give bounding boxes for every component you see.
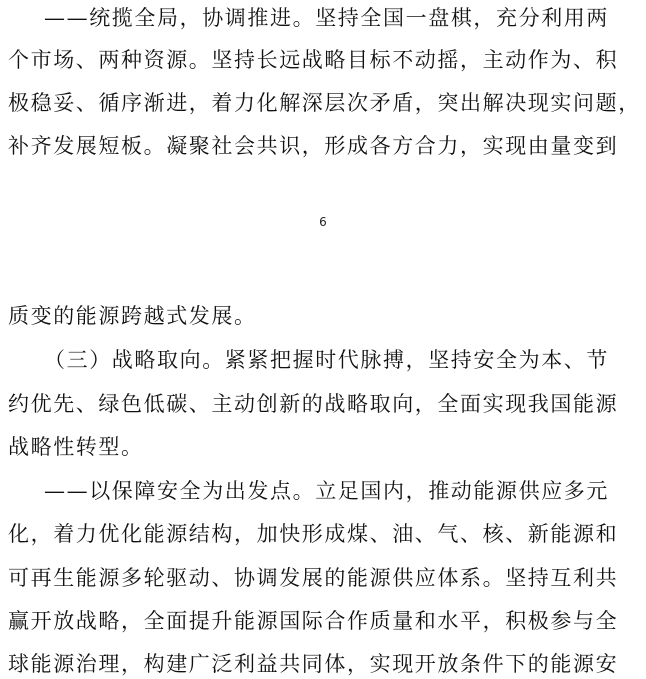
- page-number: 6: [319, 215, 327, 229]
- text-line: 质变的能源跨越式发展。: [8, 304, 257, 328]
- text-line: 化，着力优化能源结构，加快形成煤、油、气、核、新能源和: [8, 522, 619, 546]
- text-line: 补齐发展短板。凝聚社会共识，形成各方合力，实现由量变到: [8, 134, 619, 158]
- text-line: 极稳妥、循序渐进，着力化解深层次矛盾，突出解决现实问题，: [8, 91, 641, 115]
- text-line: 可再生能源多轮驱动、协调发展的能源供应体系。坚持互利共: [8, 566, 619, 590]
- text-line: 赢开放战略，全面提升能源国际合作质量和水平，积极参与全: [8, 609, 619, 633]
- text-line: 球能源治理，构建广泛利益共同体，实现开放条件下的能源安: [8, 652, 619, 676]
- section-heading-line: （三）战略取向。紧紧把握时代脉搏，坚持安全为本、节: [44, 348, 609, 372]
- text-line: ——统揽全局，协调推进。坚持全国一盘棋，充分利用两: [44, 6, 609, 30]
- text-line: ——以保障安全为出发点。立足国内，推动能源供应多元: [44, 479, 609, 503]
- text-line: 战略性转型。: [8, 435, 144, 459]
- text-line: 约优先、绿色低碳、主动创新的战略取向，全面实现我国能源: [8, 392, 619, 416]
- text-line: 个市场、两种资源。坚持长远战略目标不动摇，主动作为、积: [8, 48, 619, 72]
